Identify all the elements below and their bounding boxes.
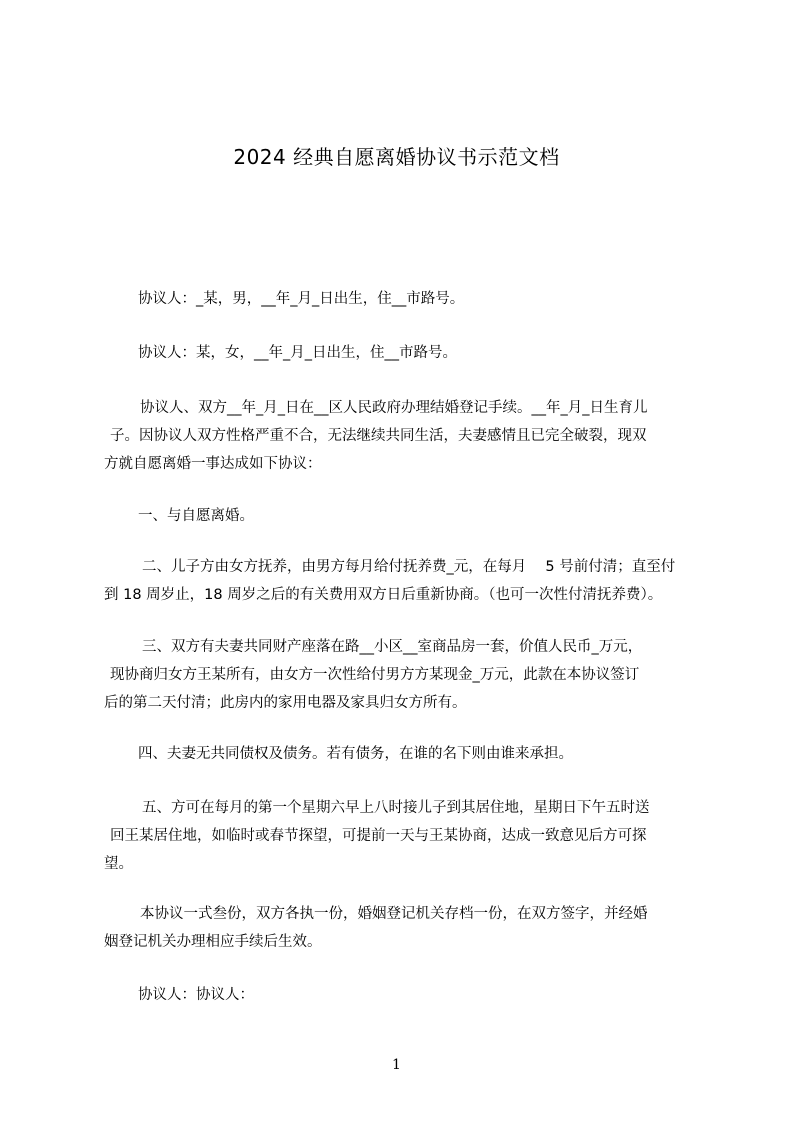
paragraph-line: 本协议一式叁份，双方各执一份，婚姻登记机关存档一份，在双方签字，并经婚	[140, 906, 648, 922]
paragraph-line: 望。	[104, 856, 133, 872]
paragraph-line: 协议人：某，女，__年_月_日出生，住__市路号。	[138, 345, 457, 361]
paragraph-clause-1	[104, 502, 710, 530]
paragraph-party-2	[104, 339, 710, 367]
paragraph-background	[104, 394, 710, 478]
paragraph-line: 一、与自愿离婚。	[138, 508, 254, 524]
paragraph-line: 方就自愿离婚一事达成如下协议：	[104, 456, 322, 472]
paragraph-line: 二、儿子方由女方抚养，由男方每月给付抚养费_元，在每月 5 号前付清；直至付	[142, 559, 676, 575]
paragraph-clause-2	[104, 553, 710, 609]
paragraph-clause-3	[104, 633, 710, 717]
paragraph-line: 四、夫妻无共同债权及债务。若有债务，在谁的名下则由谁来承担。	[138, 746, 573, 762]
paragraph-line: 到 18 周岁止，18 周岁之后的有关费用双方日后重新协商。（也可一次性付清抚养费）。	[104, 587, 663, 603]
page-number: 1	[392, 1057, 401, 1073]
paragraph-line: 后的第二天付清；此房内的家用电器及家具归女方所有。	[104, 695, 467, 711]
paragraph-line: 子。因协议人双方性格严重不合，无法继续共同生活，夫妻感情且已完全破裂，现双	[110, 428, 647, 444]
paragraph-line: 回王某居住地，如临时或春节探望，可提前一天与王某协商，达成一致意见后方可探	[110, 828, 647, 844]
paragraph-line: 三、双方有夫妻共同财产座落在路__小区__室商品房一套，价值人民币_万元，	[142, 639, 643, 655]
paragraph-line: 现协商归女方王某所有，由女方一次性给付男方方某现金_万元，此款在本协议签订	[110, 667, 640, 683]
paragraph-line: 协议人、双方__年_月_日在__区人民政府办理结婚登记手续。__年_月_日生育儿	[140, 400, 648, 416]
paragraph-party-1	[104, 285, 710, 313]
paragraph-effect	[104, 900, 710, 956]
paragraph-clause-4	[104, 740, 710, 768]
paragraph-line: 姻登记机关办理相应手续后生效。	[104, 934, 322, 950]
paragraph-line: 五、方可在每月的第一个星期六早上八时接儿子到其居住地，星期日下午五时送	[142, 800, 650, 816]
paragraph-line: 协议人：协议人：	[138, 987, 254, 1003]
paragraph-signatures	[104, 981, 710, 1009]
document-title: 2024 经典自愿离婚协议书示范文档	[233, 145, 560, 169]
paragraph-clause-5	[104, 794, 710, 878]
paragraph-line: 协议人：_某，男，__年_月_日出生，住__市路号。	[138, 291, 465, 307]
